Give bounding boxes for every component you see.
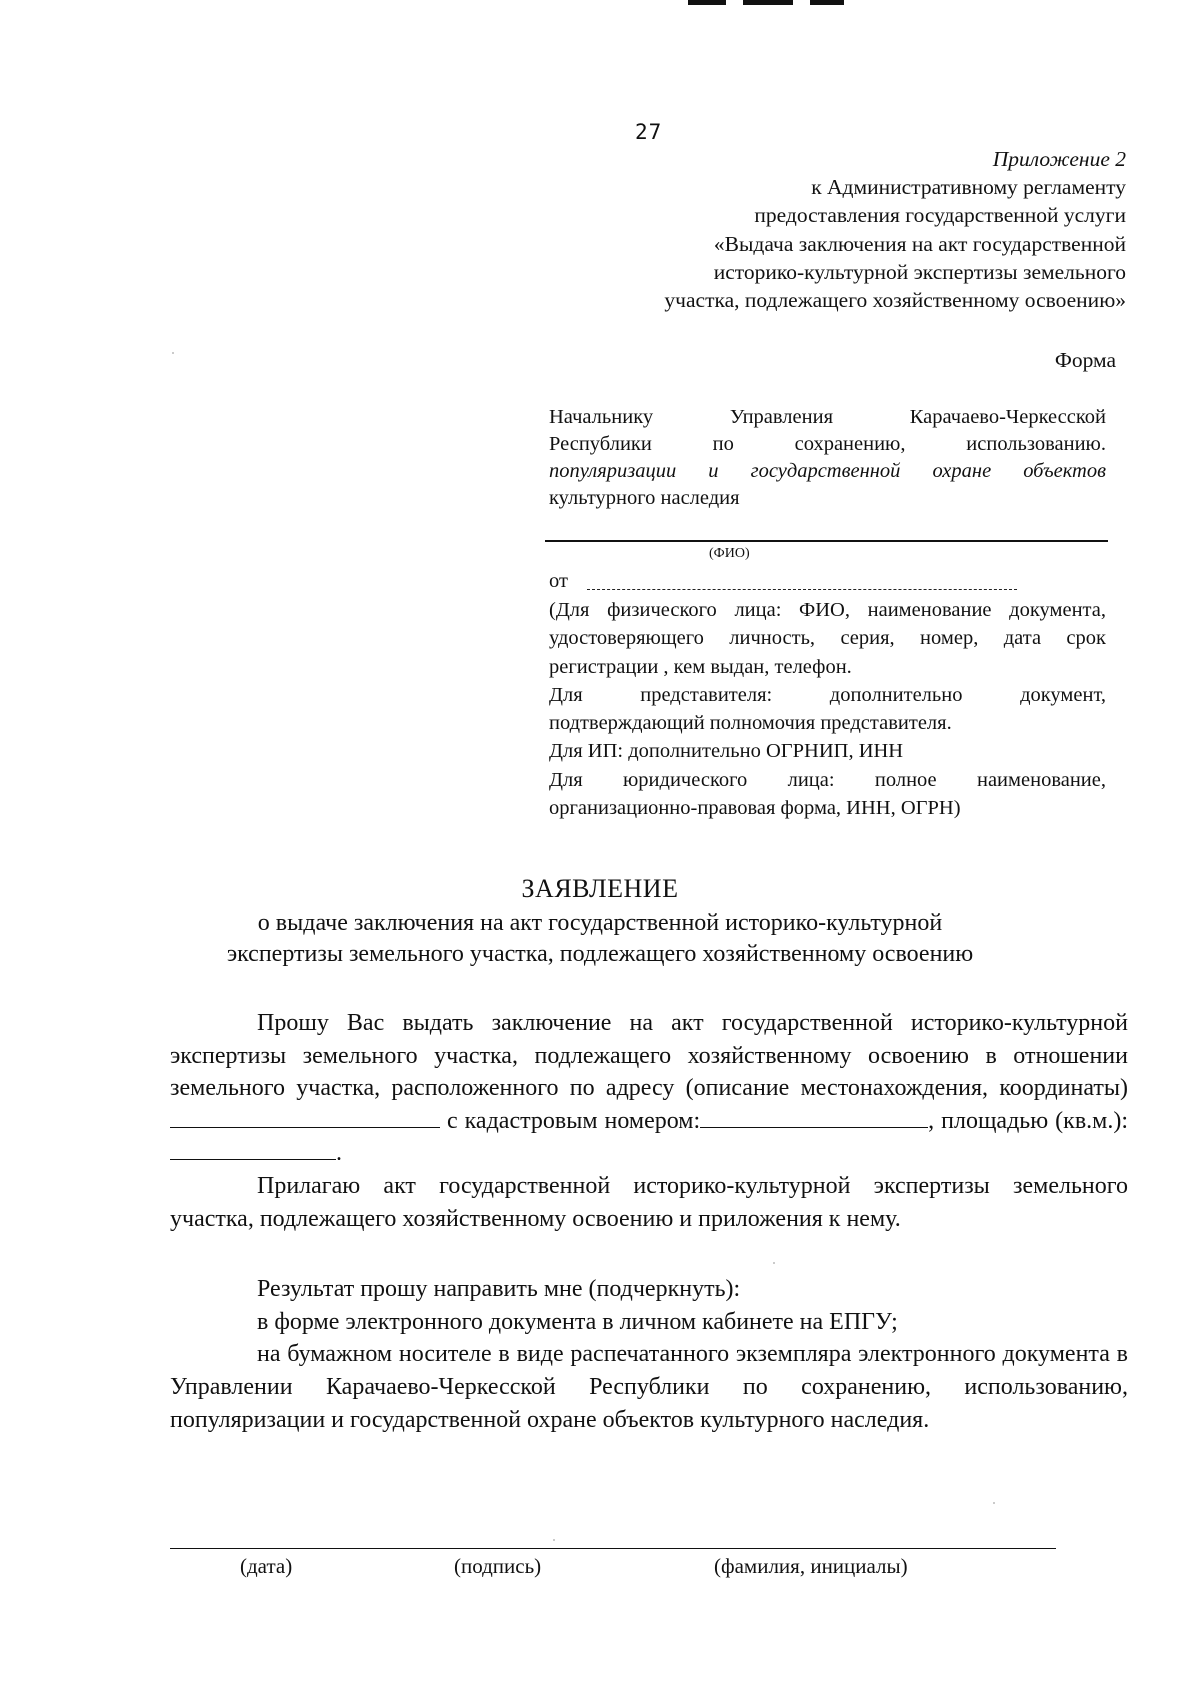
request-text: , площадью (кв.м.): xyxy=(928,1107,1128,1134)
addressee-line: Начальнику Управления Карачаево-Черкесской xyxy=(549,406,1106,428)
form-label: Форма xyxy=(1054,348,1116,372)
addressee-line: Республики по сохранению, использованию. xyxy=(549,433,1106,455)
applicant-info-individual: (Для физического лица: ФИО, наименование документа, удостоверяющего личность, серия, номер, дата срок регистрации , кем выдан, телефон. xyxy=(549,599,1106,678)
result-option-electronic[interactable]: в форме электронного документа в личном кабинете на ЕПГУ; xyxy=(257,1308,898,1335)
request-text: Прошу Вас выдать заключение на акт государственной историко-культурной экспертизы земельного участка, подлежащего хозяйственному освоению в отношении земельного участка, расположенного по адресу (описание местонахождения, координаты) xyxy=(170,1010,1128,1102)
appendix-header xyxy=(506,145,1126,314)
application-body xyxy=(170,1007,1128,1436)
from-row xyxy=(549,570,1019,593)
fio-label: (ФИО) xyxy=(709,546,750,561)
from-label: от xyxy=(549,570,568,592)
addressee-line: популяризации и государственной охране объектов xyxy=(549,460,1106,482)
scan-speck xyxy=(553,1539,555,1541)
document-title: ЗАЯВЛЕНИЕ xyxy=(521,874,679,903)
request-text: с кадастровым номером: xyxy=(440,1107,701,1134)
date-label: (дата) xyxy=(240,1554,293,1578)
applicant-info-legal-entity: Для юридического лица: полное наименование, организационно-правовая форма, ИНН, ОГРН) xyxy=(549,768,1106,820)
applicant-info-entrepreneur: Для ИП: дополнительно ОГРНИП, ИНН xyxy=(549,740,904,763)
subtitle-line: экспертизы земельного участка, подлежащего хозяйственному освоению xyxy=(226,941,974,967)
appendix-line: «Выдача заключения на акт государственной xyxy=(713,231,1126,256)
attachment-paragraph: Прилагаю акт государственной историко-культурной экспертизы земельного участка, подлежащего хозяйственному освоению и приложения к нему. xyxy=(170,1172,1128,1232)
request-text: . xyxy=(336,1140,342,1167)
location-input-line[interactable] xyxy=(170,1105,440,1128)
request-paragraph xyxy=(170,1007,1128,1170)
cadastral-number-input-line[interactable] xyxy=(700,1105,928,1128)
scan-speck xyxy=(172,352,174,354)
appendix-line: историко-культурной экспертизы земельного xyxy=(713,259,1126,284)
result-intro: Результат прошу направить мне (подчеркнуть): xyxy=(257,1276,741,1303)
appendix-line: предоставления государственной услуги xyxy=(754,203,1126,228)
result-option-paper[interactable]: на бумажном носителе в виде распечатанного экземпляра электронного документа в Управлении Карачаево-Черкесской Республики по сохранению, использованию, популяризации и государственной охране объектов культурного наследия. xyxy=(170,1341,1128,1433)
scan-speck xyxy=(773,1262,775,1264)
signature-line[interactable] xyxy=(170,1548,1056,1549)
name-label: (фамилия, инициалы) xyxy=(714,1554,908,1578)
page-number: 27 xyxy=(635,120,663,144)
applicant-info-block xyxy=(549,596,1106,822)
addressee-block xyxy=(549,404,1106,512)
applicant-info-representative: Для представителя: дополнительно документ, подтверждающий полномочия представителя. xyxy=(549,683,1106,735)
scan-top-marks xyxy=(688,0,848,6)
appendix-line: к Административному регламенту xyxy=(811,175,1126,200)
appendix-number: Приложение 2 xyxy=(992,147,1126,171)
fio-input-line[interactable] xyxy=(545,540,1108,542)
addressee-line: культурного наследия xyxy=(549,487,740,509)
subtitle-line: о выдаче заключения на акт государственной историко-культурной xyxy=(257,910,943,936)
signature-label: (подпись) xyxy=(454,1554,542,1578)
area-input-line[interactable] xyxy=(170,1137,336,1160)
from-input-line[interactable] xyxy=(587,589,1017,590)
scan-speck xyxy=(993,1502,995,1504)
document-subtitle xyxy=(150,908,1050,970)
appendix-line: участка, подлежащего хозяйственному освоению» xyxy=(664,288,1126,313)
